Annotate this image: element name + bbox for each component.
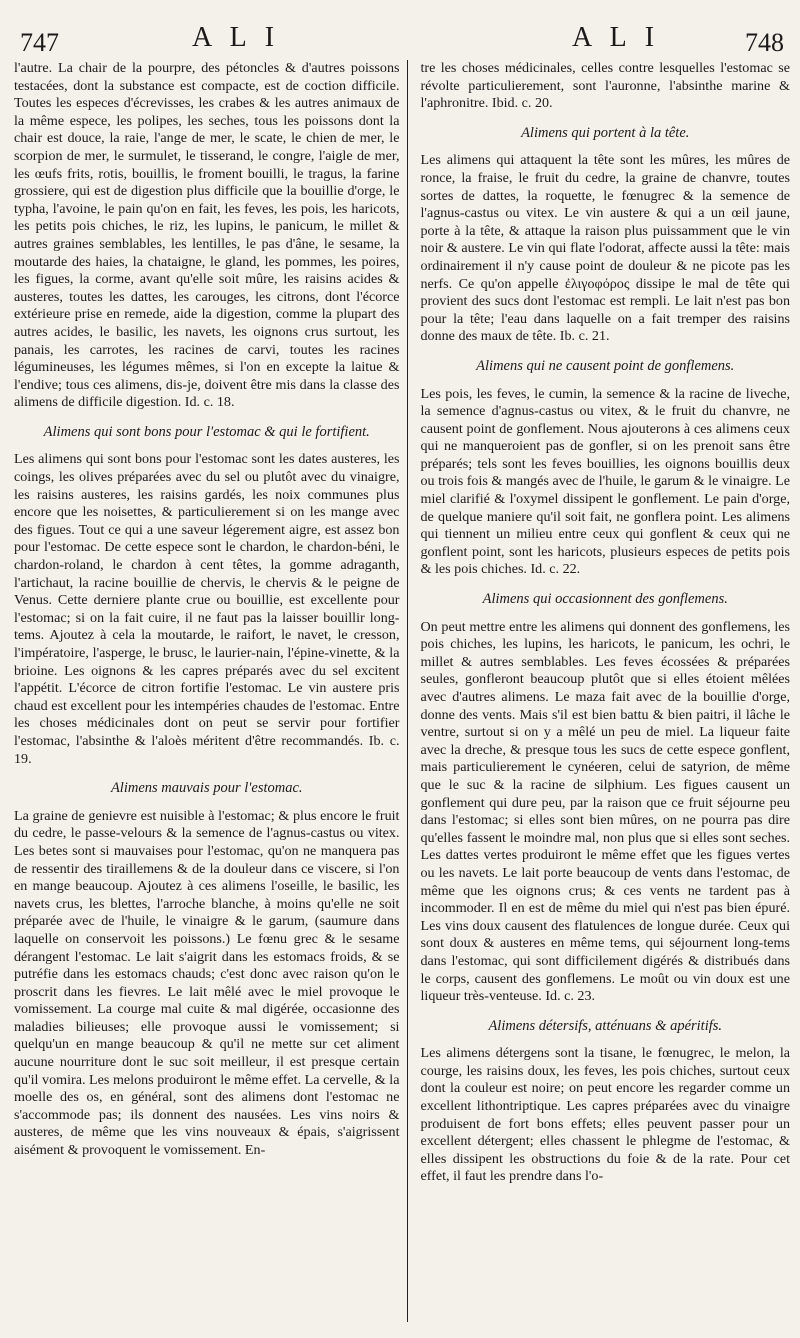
page-number-right: 748 <box>745 28 784 57</box>
section-heading: Alimens qui portent à la tête. <box>521 124 690 141</box>
section-heading: Alimens détersifs, atténuans & apéritifs. <box>488 1017 723 1034</box>
paragraph: Les pois, les feves, le cumin, la semence & la racine de liveche, la semence d'agnus-castus ou vitex, & le fruit du chanvre, ne causent point de gonflement. Nous ajouterons à ces alimens ceux qui ne manqueroient pas de gonfler, si on les prenoit sans être préparés; tels sont les feves bouillies, les oignons bouillis deux ou trois fois & mangés avec de l'huile, le garum & le vinaigre. Le miel clarifié & l'oxymel dissipent le gonflement. Le pain d'orge, de quelque maniere qu'il soit fait, ne gonflera point. Les alimens qui tiennent un milieu entre ceux qui gonflent & ceux qui ne gonflent point, sont les haricots, plusieurs especes de petits pois & les pois chiches. Id. c. 22. <box>420 385 790 578</box>
section-heading: Alimens mauvais pour l'estomac. <box>110 780 303 797</box>
section-heading: Alimens qui occasionnent des gonflemens. <box>482 591 728 608</box>
left-column <box>14 60 407 1330</box>
section-heading: Alimens qui sont bons pour l'estomac & qui le fortifient. <box>43 423 370 440</box>
text-columns <box>14 60 790 1330</box>
section-heading: Alimens qui ne causent point de gonflemens. <box>476 357 735 374</box>
paragraph: Les alimens détergens sont la tisane, le fœnugrec, le melon, la courge, les raisins doux, les feves, les pois chiches, surtout ceux dont la couleur est noire; on peut encore les regarder comme un excellent lithontriptique. Les capres préparées avec du vinaigre produisent de fort bons effets; elles peuvent passer pour un excellent détergent; elles chassent le phlegme de l'estomac, & elles dissipent les obstructions du foie & de la rate. Pour cet effet, il faut les prendre dans l'o- <box>420 1045 790 1185</box>
paragraph: tre les choses médicinales, celles contre lesquelles l'estomac se révolte particulierement, sont l'auronne, l'absinthe marine & l'aphronitre. Ibid. c. 20. <box>420 60 790 112</box>
paragraph: l'autre. La chair de la pourpre, des pétoncles & d'autres poissons testacées, dont la substance est compacte, est de coction difficile. Toutes les especes d'écrevisses, les crabes & les autres animaux de la même espece, les polipes, les seches, tous les poissons dont la chair est douce, la raie, l'ange de mer, le scate, le chien de mer, le scorpion de mer, le surmulet, le tisserand, le congre, l'aigle de mer, les œufs frits, rotis, bouillis, le froment bouilli, le tragus, la farine grossiere, qui est de digestion plus difficile que la bouillie d'orge, le typha, l'avoine, le pain qu'on en fait, les feves, les pois, les haricots, les petits pois chiches, le riz, les lupins, le panicum, le millet & autres graines semblables, les lentilles, le pas d'âne, le sesame, la moutarde des haies, la chataigne, le gland, les pommes, les poires, les figues, la corme, avant qu'elle soit mûre, les raisins acides & austeres, toutes les dattes, les carouges, les citrons, dont l'écorce extérieure prise en remede, aide la digestion, comme la plupart des autres acides, le basilic, les navets, les oignons crus surtout, les panais, les carrotes, les racines de carvi, toutes les racines légumineuses, les légumes mêmes, si l'on en excepte la laitue & l'endive; tous ces alimens, dis-je, doivent être mis dans la classe des alimens de difficile digestion. Id. c. 18. <box>14 60 400 411</box>
right-column <box>408 60 790 1330</box>
paragraph: Les alimens qui sont bons pour l'estomac sont les dates austeres, les coings, les olives préparées avec du sel ou plutôt avec du vinaigre, les raisins austeres, les raisins gardés, les noix communes plus encore que les noisettes, & particulierement si on les mange avec des figues. Tout ce qui a une saveur légerement aigre, est assez bon pour l'estomac. De cette espece sont le chardon, le chardon-béni, le chardon-roland, le chardon à cent têtes, la gomme adraganth, l'artichaut, la racine bouillie de chervis, le chervis & le peigne de Venus. Cette derniere plante crue ou bouillie, est excellente pour l'estomac; si on la fait cuire, il ne faut pas la laisser bouillir long-tems. Ajoutez à cela la moutarde, le raifort, le navet, le cresson, l'impératoire, l'asperge, le brusc, le laurier-nain, l'épine-vinette, & la brioine. Les oignons & les capres préparés avec du sel excitent l'appétit. L'écorce de citron fortifie l'estomac. Le vin austere pris chaud est excellent pour les intempéries chaudes de l'estomac. Entre les choses médicinales dont on peut se servir pour fortifier l'estomac, l'absinthe & l'aloès méritent d'être recommandés. Ib. c. 19. <box>14 451 400 767</box>
page-number-left: 747 <box>20 28 59 57</box>
page-header <box>14 14 790 60</box>
running-head-left: A L I <box>192 22 281 53</box>
paragraph: On peut mettre entre les alimens qui donnent des gonflemens, les pois chiches, les lupins, les haricots, le panicum, les ochri, le millet & autres semblables. Les feves écossées & préparées seules, gonfleront beaucoup plutôt que si elles étoient mêlées avec d'autres alimens. Le maza fait avec de la bouillie d'orge, donne des vents. Mais s'il est bien battu & bien paitri, il lâche le ventre, surtout si on y a mêlé un peu de miel. La liqueur faite avec la dreche, & presque tous les sucs de cette espece gonflent, mais particulierement le cynéeren, celui de satyrion, de même que le suc & la racine de silphium. Les figues causent un gonflement qui dure peu, par la raison que ce fruit séjourne peu dans l'estomac; si elles sont bien mûres, on ne pourra pas dire qu'elles fassent le moindre mal, non plus que si elles sont seches. Les dattes vertes produiront le même effet que les figues vertes ou les navets. Le lait porte beaucoup de vents dans l'estomac, de même que les oignons crus; & ces vents ne tardent pas à incommoder. Il en est de même du miel qui n'est pas bien épuré. Les vins doux causent des flatulences de longue durée. Ceux qui sont doux & austeres en même tems, qui séjournent long-tems dans l'estomac, qui sont difficilement digérés & distribués dans le corps, causent des gonflemens. Le moût ou vin doux est une liqueur très-venteuse. Id. c. 23. <box>420 618 790 1005</box>
running-head-right: A L I <box>572 22 661 53</box>
paragraph: La graine de genievre est nuisible à l'estomac; & plus encore le fruit du cedre, le passe-velours & la semence de l'agnus-castus ou vitex. Les betes sont si mauvaises pour l'estomac, qu'on ne manquera pas de ressentir des tiraillemens & de la douleur dans ce viscere, si l'on en mange beaucoup. Ajoutez à ces alimens l'oseille, le basilic, les navets crus, les blettes, l'arroche blanche, à moins qu'elle ne soit préparée avec de l'huile, le vinaigre & le garum, (saumure dans laquelle on conservoit les poissons.) Le fœnu grec & le sesame dérangent l'estomac. Le lait s'aigrit dans les estomacs froids, & se putréfie dans les estomacs chauds; c'est donc avec raison qu'on le proscrit dans les fievres. Le lait mêlé avec le miel provoque le vomissement. La courge mal cuite & mal digérée, occasionne des maladies bilieuses; elle provoque aussi le vomissement; si quelqu'un en mange beaucoup & qu'il ne mette sur cet aliment aucune nourriture dont le suc soit meilleur, il est presque certain qu'il vomira. Les melons produiront le même effet. La cervelle, & la moelle des os, en général, sont des alimens dont l'estomac ne s'accommode pas; ils donnent des nausées. Les vins noirs & austeres, de même que les vins nouveaux & épais, s'aigrissent aisément & provoquent le vomissement. En- <box>14 807 400 1159</box>
paragraph: Les alimens qui attaquent la tête sont les mûres, les mûres de ronce, la fraise, le fruit du cedre, la graine de chanvre, toutes sortes de dattes, la roquette, le fœnugrec & la semence de l'agnus-castus ou vitex. Le vin austere & qui a un œil jaune, porte à la tête, & attaque la raison plus puissamment que le vin noir & austere. Le vin qui flate l'odorat, affecte aussi la tête: mais ordinairement il n'y cause point de douleur & ne picote pas les nerfs. Ce qu'on appelle ἐλιγοφόρος dissipe le mal de tête qui provient des sucs dont l'estomac est rempli. Le lait n'est pas bon pour la tête; l'eau dans laquelle on a fait tremper des raisins donne des maux de tête. Ib. c. 21. <box>420 152 790 345</box>
